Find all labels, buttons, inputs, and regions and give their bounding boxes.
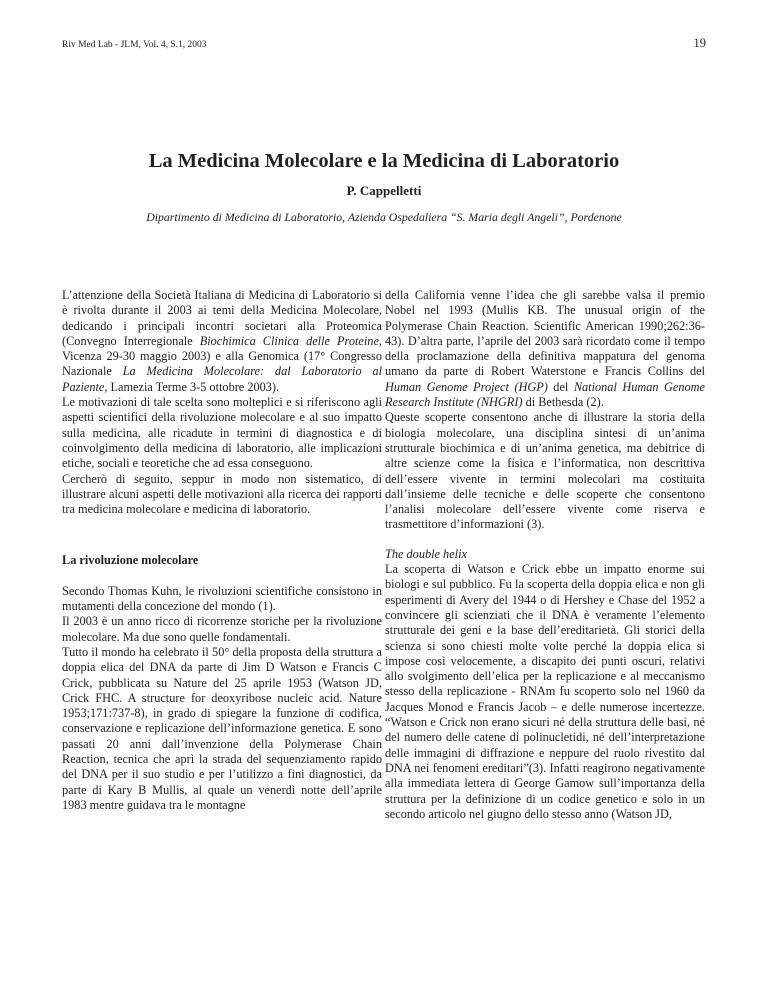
intro-text-3: , Lamezia Terme 3-5 ottobre 2003). <box>104 379 280 394</box>
paragraph: Cercherò di seguito, seppur in modo non sistematico, di illustrare alcuni aspetti delle motivazioni alla ricerca dei rapporti tra medicina molecolare e medicina di laboratorio. <box>62 471 382 517</box>
intro-text-2: , Vicenza 29-30 maggio 2003) e alla Genomica (17° Congresso Nazionale <box>62 333 382 379</box>
paragraph: Secondo Thomas Kuhn, le rivoluzioni scientifiche consistono in mutamenti della concezione del mondo (1). <box>62 583 382 614</box>
article-affiliation: Dipartimento di Medicina di Laboratorio, Azienda Ospedaliera “S. Maria degli Angeli”, Pordenone <box>146 210 622 224</box>
intro-italic-1: Biochimica Clinica delle Proteine <box>199 333 379 348</box>
paragraph <box>385 288 705 410</box>
paragraph: Queste scoperte consentono anche di illustrare la storia della biologia molecolare, una disciplina sintesi di un’anima strutturale biochimica e di un’anima genetica, ma debitrice di altre scienze come la fisica e l’informatica, non descrittiva dell’essere vivente in termini molecolari ma costituita dall’insieme delle tecniche e delle scoperte che consentono l’analisi molecolare dell’essere vivente come riserva e trasmettitore d’informazioni (3). <box>385 410 705 532</box>
paragraph: Il 2003 è un anno ricco di ricorrenze storiche per la rivoluzione molecolare. Ma due sono quelle fondamentali. <box>62 614 382 644</box>
article-author: P. Cappelletti <box>346 183 422 198</box>
italic-run: Human Genome Project (HGP) <box>385 379 548 394</box>
article-title: La Medicina Molecolare e la Medicina di Laboratorio <box>148 150 620 172</box>
paragraph: Le motivazioni di tale scelta sono molteplici e si riferiscono agli aspetti scientifici della rivoluzione molecolare e al suo impatto sulla medicina, alle ricadute in termini di diagnostica e di coinvolgimento della medicina di laboratorio, alle implicazioni etiche, sociali e teoretiche che ad essa conseguono. <box>62 395 382 471</box>
text-run: della California venne l’idea che gli sarebbe valsa il premio Nobel nel 1993 (Mullis KB. The unusual origin of the Polymerase Chain Reaction. Scientific American 1990;262:36-43). D’altra parte, l’aprile del 2003 sarà ricordato come il tempo della proclamazione della definitiva mappatura del genoma umano da parte di Robert Waterstone e Francis Collins del <box>385 288 705 379</box>
intro-italic-2: La Medicina Molecolare: dal Laboratorio al Paziente <box>62 364 383 394</box>
intro-text-1: L’attenzione della Società Italiana di Medicina di Laboratorio si è rivolta durante il 2003 ai temi della Medicina Molecolare, dedicando i principali incontri societari alla Proteomica (Convegno Interregionale <box>62 288 382 348</box>
text-run: di Bethesda (2). <box>522 395 604 410</box>
paragraph: La scoperta di Watson e Crick ebbe un impatto enorme sui biologi e sul pubblico. Fu la scoperta della doppia elica e non gli esperimenti di Avery del 1944 o di Hershey e Chase del 1952 a convincere gli scienziati che il DNA è veramente l’elemento strutturale dei geni e la base dell’ereditarietà. Gli storici della scienza si sono chiesti molte volte perché la doppia elica si impose così velocemente, a discapito dei punti oscuri, relativi allo svolgimento dell’elica per la replicazione e al meccanismo stesso della replicazione - RNAm fu scoperto solo nel 1960 da Jacques Monod e Francis Jacob – e delle numerose incertezze. “Watson e Crick non erano sicuri né della struttura delle basi, né del numero delle catene di polinucletidi, né dell’interpretazione delle immagini di diffrazione e neppure del ruolo rivestito dal DNA nei fenomeni ereditari”(3). Infatti reagirono negativamente alla immediata lettera di George Gamow sull’importanza della struttura per la definizione di un codice genetico e solo in un secondo articolo nel giugno dello stesso anno (Watson JD, <box>385 562 705 821</box>
running-head: Riv Med Lab - JLM, Vol. 4, S.1, 2003 <box>62 40 207 50</box>
sub-heading: The double helix <box>385 546 467 561</box>
left-column <box>62 288 382 813</box>
right-column <box>385 288 705 822</box>
text-run: del <box>547 379 574 394</box>
italic-run: National Human Genome Research Institute (NHGRI) <box>385 379 705 410</box>
intro-paragraph <box>62 288 382 395</box>
paragraph: Tutto il mondo ha celebrato il 50° della proposta della struttura a doppia elica del DNA da parte di Jim D Watson e Francis C Crick, pubblicata su Nature del 25 aprile 1953 (Watson JD, Crick FHC. A structure for deoxyribose nucleic acid. Nature 1953;171:737-8), in grado di spiegare la funzione di codifica, conservazione e replicazione dell’informazione genetica. E sono passati 20 anni dall’invenzione della Polymerase Chain Reaction, tecnica che aprì la strada del sequenziamento rapido del DNA per il suo studio e per l’utilizzo a fini diagnostici, da parte di Kary B Mullis, al quale un venerdì notte dell’aprile 1983 mentre guidava tra le montagne <box>62 644 382 812</box>
section-heading: La rivoluzione molecolare <box>62 553 199 568</box>
page-number: 19 <box>693 36 706 50</box>
